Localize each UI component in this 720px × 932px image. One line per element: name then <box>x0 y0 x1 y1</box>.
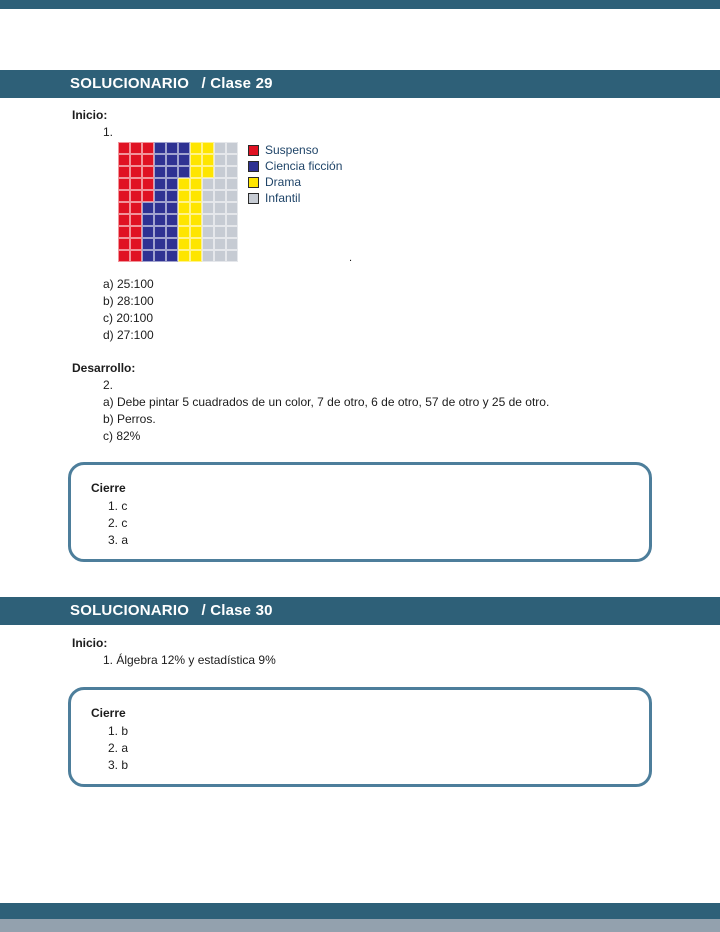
item-1-number: 1. <box>103 125 114 139</box>
legend-label: Ciencia ficción <box>265 159 343 173</box>
waffle-cell <box>190 154 202 166</box>
list-item: 3. a <box>108 533 129 547</box>
waffle-cell <box>178 178 190 190</box>
waffle-cell <box>154 226 166 238</box>
waffle-chart <box>118 142 238 262</box>
waffle-cell <box>202 142 214 154</box>
waffle-cell <box>118 166 130 178</box>
header-title: SOLUCIONARIO <box>70 75 190 92</box>
waffle-cell <box>202 226 214 238</box>
waffle-cell <box>142 226 154 238</box>
waffle-cell <box>118 226 130 238</box>
legend-swatch-icon <box>248 145 259 156</box>
waffle-cell <box>142 190 154 202</box>
waffle-cell <box>226 178 238 190</box>
waffle-cell <box>190 202 202 214</box>
waffle-cell <box>226 202 238 214</box>
waffle-cell <box>202 154 214 166</box>
section-header-clase-29 <box>0 70 720 98</box>
waffle-cell <box>142 238 154 250</box>
waffle-cell <box>130 142 142 154</box>
legend-label: Infantil <box>265 191 301 205</box>
waffle-cell <box>130 166 142 178</box>
waffle-cell <box>142 250 154 262</box>
waffle-cell <box>226 154 238 166</box>
waffle-cell <box>142 214 154 226</box>
waffle-cell <box>178 238 190 250</box>
chart-legend <box>248 142 342 206</box>
waffle-cell <box>214 178 226 190</box>
waffle-cell <box>202 190 214 202</box>
header-clase: / Clase 29 <box>201 75 273 92</box>
waffle-cell <box>226 166 238 178</box>
waffle-cell <box>178 190 190 202</box>
waffle-cell <box>166 238 178 250</box>
cierre-label: Cierre <box>91 481 126 495</box>
waffle-cell <box>214 166 226 178</box>
waffle-cell <box>226 238 238 250</box>
waffle-cell <box>130 178 142 190</box>
waffle-cell <box>190 142 202 154</box>
waffle-cell <box>178 202 190 214</box>
bottom-bar-dark <box>0 903 720 919</box>
waffle-cell <box>178 154 190 166</box>
waffle-cell <box>214 226 226 238</box>
waffle-cell <box>142 142 154 154</box>
waffle-cell <box>226 226 238 238</box>
waffle-cell <box>154 142 166 154</box>
waffle-cell <box>118 178 130 190</box>
waffle-cell <box>190 214 202 226</box>
waffle-cell <box>226 250 238 262</box>
waffle-cell <box>178 142 190 154</box>
waffle-cell <box>178 166 190 178</box>
header-clase: / Clase 30 <box>201 602 273 619</box>
list-item: a) Debe pintar 5 cuadrados de un color, 7 de otro, 6 de otro, 57 de otro y 25 de otro. <box>103 395 550 409</box>
waffle-cell <box>226 214 238 226</box>
waffle-cell <box>166 178 178 190</box>
waffle-cell <box>154 166 166 178</box>
waffle-cell <box>154 154 166 166</box>
waffle-cell <box>154 238 166 250</box>
waffle-cell <box>214 238 226 250</box>
waffle-cell <box>142 166 154 178</box>
cierre-box-2 <box>68 687 652 787</box>
waffle-cell <box>214 190 226 202</box>
waffle-cell <box>190 178 202 190</box>
waffle-cell <box>118 142 130 154</box>
list-item: a) 25:100 <box>103 277 154 291</box>
legend-row <box>248 142 342 158</box>
waffle-cell <box>118 190 130 202</box>
legend-row <box>248 190 342 206</box>
waffle-cell <box>214 154 226 166</box>
waffle-cell <box>202 214 214 226</box>
waffle-cell <box>118 250 130 262</box>
waffle-cell <box>130 250 142 262</box>
list-item: 1. c <box>108 499 128 513</box>
waffle-cell <box>130 202 142 214</box>
waffle-cell <box>226 142 238 154</box>
waffle-cell <box>166 226 178 238</box>
list-item: b) Perros. <box>103 412 156 426</box>
waffle-cell <box>202 238 214 250</box>
legend-swatch-icon <box>248 161 259 172</box>
waffle-cell <box>202 178 214 190</box>
cierre-label: Cierre <box>91 706 126 720</box>
stray-dot: . <box>349 252 353 264</box>
waffle-cell <box>190 250 202 262</box>
list-item: 2. c <box>108 516 128 530</box>
section-header-clase-30 <box>0 597 720 625</box>
waffle-cell <box>214 214 226 226</box>
waffle-cell <box>166 142 178 154</box>
legend-row <box>248 158 342 174</box>
waffle-cell <box>142 202 154 214</box>
waffle-cell <box>166 166 178 178</box>
waffle-cell <box>190 166 202 178</box>
desarrollo-label: Desarrollo: <box>72 361 136 375</box>
waffle-cell <box>202 250 214 262</box>
waffle-cell <box>154 214 166 226</box>
waffle-cell <box>130 154 142 166</box>
waffle-cell <box>154 190 166 202</box>
waffle-cell <box>214 202 226 214</box>
waffle-cell <box>142 154 154 166</box>
legend-swatch-icon <box>248 193 259 204</box>
list-item: 2. a <box>108 741 129 755</box>
list-item: c) 82% <box>103 429 141 443</box>
waffle-cell <box>154 202 166 214</box>
waffle-cell <box>130 214 142 226</box>
waffle-cell <box>166 154 178 166</box>
waffle-cell <box>118 154 130 166</box>
answers-list <box>103 277 154 345</box>
waffle-cell <box>154 178 166 190</box>
waffle-cell <box>214 142 226 154</box>
waffle-cell <box>154 250 166 262</box>
header-title: SOLUCIONARIO <box>70 602 190 619</box>
waffle-cell <box>130 226 142 238</box>
waffle-cell <box>202 166 214 178</box>
legend-row <box>248 174 342 190</box>
inicio-label: Inicio: <box>72 636 108 650</box>
waffle-cell <box>190 238 202 250</box>
waffle-cell <box>226 190 238 202</box>
waffle-cell <box>130 238 142 250</box>
cierre-list <box>108 499 128 550</box>
top-bar <box>0 0 720 9</box>
waffle-cell <box>142 178 154 190</box>
cierre-list <box>108 724 128 775</box>
inicio-label: Inicio: <box>72 108 108 122</box>
waffle-cell <box>190 226 202 238</box>
waffle-cell <box>178 226 190 238</box>
inicio-item: 1. Álgebra 12% y estadística 9% <box>103 653 276 667</box>
cierre-box-1 <box>68 462 652 562</box>
waffle-cell <box>118 202 130 214</box>
desarrollo-list <box>103 395 549 446</box>
waffle-cell <box>166 202 178 214</box>
waffle-cell <box>190 190 202 202</box>
list-item: 3. b <box>108 758 129 772</box>
waffle-cell <box>118 214 130 226</box>
legend-swatch-icon <box>248 177 259 188</box>
waffle-cell <box>214 250 226 262</box>
list-item: d) 27:100 <box>103 328 154 342</box>
waffle-cell <box>166 214 178 226</box>
list-item: c) 20:100 <box>103 311 154 325</box>
waffle-cell <box>166 190 178 202</box>
waffle-cell <box>130 190 142 202</box>
waffle-cell <box>166 250 178 262</box>
bottom-bar-gray <box>0 919 720 932</box>
waffle-cell <box>178 214 190 226</box>
waffle-cell <box>118 238 130 250</box>
list-item: 1. b <box>108 724 129 738</box>
list-item: b) 28:100 <box>103 294 154 308</box>
waffle-cell <box>202 202 214 214</box>
legend-label: Suspenso <box>265 143 319 157</box>
item-2-number: 2. <box>103 378 114 392</box>
waffle-cell <box>178 250 190 262</box>
legend-label: Drama <box>265 175 302 189</box>
